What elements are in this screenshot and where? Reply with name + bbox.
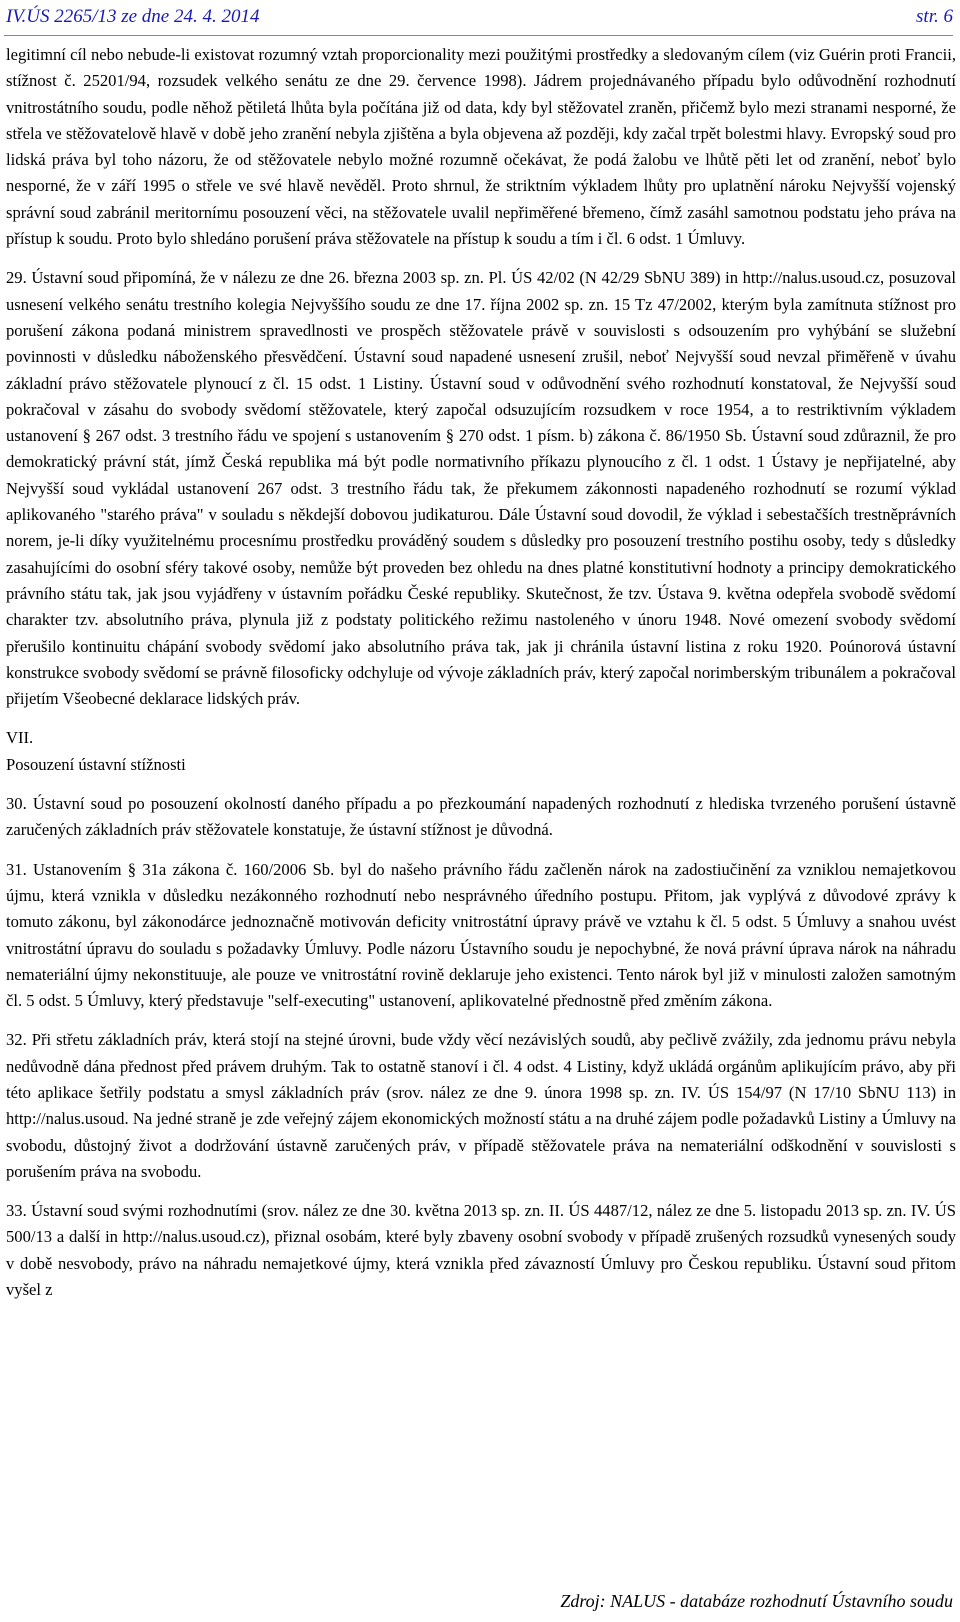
paragraph-33: 33. Ústavní soud svými rozhodnutími (srov. nález ze dne 30. května 2013 sp. zn. II. ÚS 4487/12, nález ze dne 5. listopadu 2013 sp. zn. IV. ÚS 500/13 a další in http://nalus.usoud.cz), přiznal osobám, které byly zbaveny osobní svobody v případě zrušených rozsudků vynesených soudy v době nesvobody, právo na náhradu nemajetkové újmy, která vznikla před závazností Úmluvy pro Českou republiku. Ústavní soud přitom vyšel z (6, 1201, 956, 1300)
paragraph-29: 29. Ústavní soud připomíná, že v nálezu ze dne 26. března 2003 sp. zn. Pl. ÚS 42/02 (N 42/29 SbNU 389) in http://nalus.usoud.cz, posuzoval usnesení velkého senátu trestního kolegia Nejvyššího soudu ze dne 17. října 2002 sp. zn. 15 Tz 47/2002, kterým byla zamítnuta stížnost pro porušení zákona podaná ministrem spravedlnosti ve prospěch stěžovatele právě v souvislosti s odsouzením pro vyhýbání se služební povinnosti v důsledku náboženského přesvědčení. Ústavní soud napadené usnesení zrušil, neboť Nejvyšší soud nevzal přiměřeně v úvahu základní právo stěžovatele plynoucí z čl. 15 odst. 1 Listiny. Ústavní soud v odůvodnění svého rozhodnutí konstatoval, že Nejvyšší soud pokračoval v zásahu do svobody svědomí stěžovatele, který započal odsuzujícím rozsudkem v roce 1954, a to restriktivním výkladem ustanovení § 267 odst. 3 trestního řádu ve spojení s ustanovením § 270 odst. 1 písm. b) zákona č. 86/1950 Sb. Ústavní soud zdůraznil, že pro demokratický právní stát, jímž Česká republika má být podle normativního příkazu plynoucího z čl. 1 odst. 1 Ústavy je nepřijatelné, aby Nejvyšší soud vykládal ustanovení 267 odst. 3 trestního řádu tak, že překumem zákonnosti napadeného rozhodnutí se rozumí výklad aplikovaného "starého práva" v souladu s někdejší dobovou judikaturou. Dále Ústavní soud dovodil, že výklad i sebestačších trestněprávních norem, je-li díky využitelnému procesnímu prostředku prováděný soudem s důsledky pro posouzení trestního postihu osoby, tedy s důsledky zasahujícími do osobní sféry takové osoby, nemůže být proveden bez ohledu na dnes platné konstitutivní hodnoty a principy demokratického právního státu tak, jak jsou vyjádřeny v ústavním pořádku České republiky. Skutečnost, že tzv. Ústava 9. května odepřela svobodě svědomí charakter tzv. absolutního práva, plynula již z podstaty politického režimu nastoleného v únoru 1948. Nové omezení svobody svědomí přerušilo kontinuitu chápání svobody svědomí jako absolutního práva tak, jak ji chránila ústavní listina z roku 1920. Poúnorová ústavní konstrukce svobody svědomí se právně filosoficky odchyluje od vývoje základních práv, který započal norimberským tribunálem a pokračoval přijetím Všeobecné deklarace lidských práv. (6, 268, 956, 709)
section-title: Posouzení ústavní stížnosti (6, 754, 186, 774)
case-number-header: IV.ÚS 2265/13 ze dne 24. 4. 2014 (6, 6, 260, 27)
paragraph-continuation: legitimní cíl nebo nebude-li existovat rozumný vztah proporcionality mezi použitými prostředky a sledovaným cílem (viz Guérin proti Francii, stížnost č. 25201/94, rozsudek velkého senátu ze dne 29. července 1998). Jádrem projednávaného případu bylo odůvodnění rozhodnutí vnitrostátního soudu, podle něhož pětiletá lhůta byla počítána již od data, kdy byl stěžovatel zraněn, přičemž bylo mezi stranami nesporné, že střela ve stěžovatelově hlavě v době jeho zranění nebyla zjištěna a byla objevena až později, kdy začal trpět bolestmi hlavy. Evropský soud pro lidská práva byl toho názoru, že od stěžovatele nebylo možné rozumně očekávat, že podá žalobu ve lhůtě pěti let od zranění, neboť bylo nesporné, že v září 1995 o střele ve své hlavě nevěděl. Proto shrnul, že striktním výkladem lhůty pro uplatnění nároku Nejvyšší vojenský správní soud zabránil meritornímu posouzení věci, na stěžovatele uvalil nepřiměřené břemeno, čímž zasáhl samotnou podstatu jeho práva na přístup k soudu. Proto bylo shledáno porušení práva stěžovatele na přístup k soudu a tím i čl. 6 odst. 1 Úmluvy. (6, 45, 956, 249)
page-number: str. 6 (916, 6, 953, 27)
header-divider (4, 35, 953, 36)
paragraph-32: 32. Při střetu základních práv, která stojí na stejné úrovni, bude vždy věcí nezávislých soudů, aby pečlivě zvážily, zda jednomu právu nebyla nedůvodně dána přednost před právem druhým. Tak to ostatně stanoví i čl. 4 odst. 4 Listiny, když ukládá orgánům aplikujícím právo, aby při této aplikace šetřily podstatu a smysl základních práv (srov. nález ze dne 9. února 1998 sp. zn. IV. ÚS 154/97 (N 17/10 SbNU 113) in http://nalus.usoud. Na jedné straně je zde veřejný zájem ekonomických možností státu a na druhé zájem podle požadavků Listiny a Úmluvy na svobodu, důstojný život a dodržování ústavně zaručených práv, v případě stěžovatele práva na nemateriální odškodnění v souvislosti s porušením práva na svobodu. (6, 1030, 956, 1181)
section-heading (6, 725, 956, 778)
paragraph-30: 30. Ústavní soud po posouzení okolností daného případu a po přezkoumání napadených rozhodnutí z hlediska tvrzeného porušení ústavně zaručených základních práv stěžovatele konstatuje, že ústavní stížnost je důvodná. (6, 794, 956, 840)
paragraph-31: 31. Ustanovením § 31a zákona č. 160/2006 Sb. byl do našeho právního řádu začleněn nárok na zadostiučinění za vzniklou nemajetkovou újmu, která vznikla v důsledku nezákonného rozhodnutí nebo nesprávného úředního postupu. Přitom, jak vyplývá z důvodové zprávy k tomuto zákonu, byl zákonodárce jednoznačně motivován deficity vnitrostátní úpravy právě ve vztahu k čl. 5 odst. 5 Úmluvy a snahou uvést vnitrostátní úpravu do souladu s požadavky Úmluvy. Podle názoru Ústavního soudu je nepochybné, že nová právní úprava nárok na náhradu nemateriální újmy nekonstituuje, ale pouze ve vnitrostátní rovině deklaruje jeho existenci. Tento nárok byl již v minulosti založen samotným čl. 5 odst. 5 Úmluvy, který představuje "self-executing" ustanovení, aplikovatelné přednostně před změním zákona. (6, 859, 956, 1011)
section-numeral: VII. (6, 728, 34, 748)
document-body (6, 42, 956, 1316)
page-header (0, 6, 960, 36)
source-footer: Zdroj: NALUS - databáze rozhodnutí Ústavního soudu (560, 1591, 953, 1611)
